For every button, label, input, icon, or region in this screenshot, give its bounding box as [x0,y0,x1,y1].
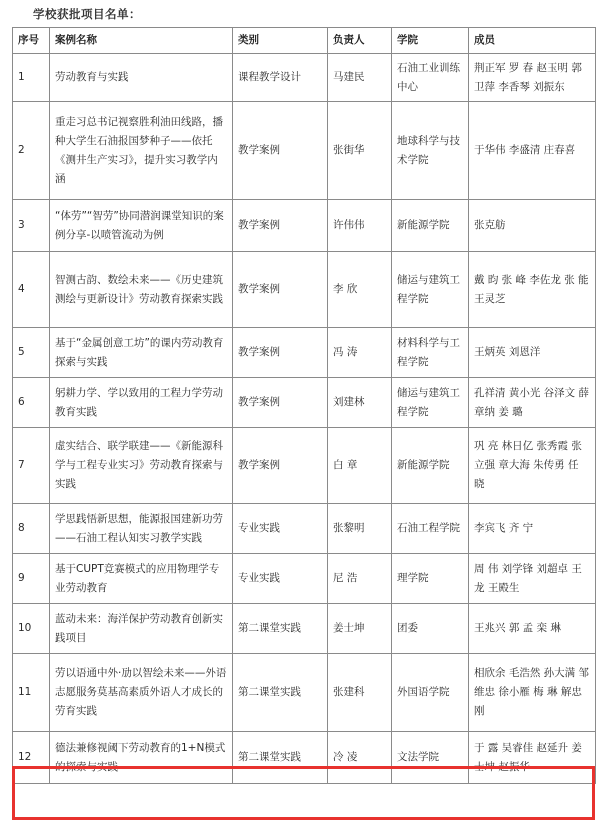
row-no: 5 [13,328,50,378]
row-no: 1 [13,54,50,102]
row-members: 王兆兴 郭 孟 栾 琳 [469,604,596,654]
table-row [13,200,596,252]
row-leader: 冷 凌 [328,732,392,784]
table-row [13,554,596,604]
table-row [13,428,596,504]
table-row [13,504,596,554]
row-category: 教学案例 [233,200,328,252]
row-college: 地球科学与技术学院 [392,102,469,200]
column-header-college: 学院 [392,28,469,54]
list-heading: 学校获批项目名单： [33,7,141,21]
row-college: 团委 [392,604,469,654]
row-leader: 白 章 [328,428,392,504]
row-leader: 张街华 [328,102,392,200]
project-table [12,27,596,784]
row-name: “体劳”“智劳”协同潜润课堂知识的案例分享-以喷管流动为例 [50,200,233,252]
row-members: 荆正军 罗 春 赵玉明 郭卫萍 李香琴 刘振东 [469,54,596,102]
row-leader: 马建民 [328,54,392,102]
row-college: 储运与建筑工程学院 [392,378,469,428]
table-row [13,102,596,200]
row-college: 石油工程学院 [392,504,469,554]
row-leader: 尼 浩 [328,554,392,604]
row-category: 课程教学设计 [233,54,328,102]
row-no: 7 [13,428,50,504]
row-category: 第二课堂实践 [233,654,328,732]
column-header-leader: 负责人 [328,28,392,54]
row-leader: 李 欣 [328,252,392,328]
row-category: 专业实践 [233,554,328,604]
row-category: 专业实践 [233,504,328,554]
row-name: 劳动教育与实践 [50,54,233,102]
row-members: 张克舫 [469,200,596,252]
row-category: 教学案例 [233,252,328,328]
row-college: 新能源学院 [392,428,469,504]
table-row [13,328,596,378]
column-header-no: 序号 [13,28,50,54]
row-no: 10 [13,604,50,654]
row-name: 基于“金属创意工坊”的课内劳动教育探索与实践 [50,328,233,378]
row-members: 李宾飞 齐 宁 [469,504,596,554]
row-members: 于华伟 李盛清 庄春喜 [469,102,596,200]
row-leader: 张建科 [328,654,392,732]
row-leader: 姜士坤 [328,604,392,654]
column-header-members: 成员 [469,28,596,54]
row-name: 基于CUPT竞赛模式的应用物理学专业劳动教育 [50,554,233,604]
row-members: 戴 昀 张 峰 李佐龙 张 能 王灵芝 [469,252,596,328]
row-college: 文法学院 [392,732,469,784]
row-no: 6 [13,378,50,428]
row-leader: 刘建林 [328,378,392,428]
row-name: 躬耕力学、学以致用的工程力学劳动教育实践 [50,378,233,428]
row-members: 于 露 吴睿佳 赵延升 姜士坤 赵振华 [469,732,596,784]
row-members: 相欣余 毛浩然 孙大满 邹维忠 徐小雁 梅 琳 解忠刚 [469,654,596,732]
table-row-highlighted [13,732,596,784]
row-college: 新能源学院 [392,200,469,252]
row-name: 虚实结合、联学联建——《新能源科学与工程专业实习》劳动教育探索与实践 [50,428,233,504]
row-leader: 许伟伟 [328,200,392,252]
table-header-row [13,28,596,54]
column-header-name: 案例名称 [50,28,233,54]
column-header-category: 类别 [233,28,328,54]
row-name: 智测古韵、数绘未来——《历史建筑测绘与更新设计》劳动教育探索实践 [50,252,233,328]
row-leader: 冯 涛 [328,328,392,378]
row-college: 储运与建筑工程学院 [392,252,469,328]
row-category: 教学案例 [233,328,328,378]
row-category: 第二课堂实践 [233,604,328,654]
row-category: 第二课堂实践 [233,732,328,784]
table-row [13,252,596,328]
row-members: 巩 亮 林日亿 张秀霞 张立强 章大海 朱传勇 任 晓 [469,428,596,504]
row-category: 教学案例 [233,378,328,428]
row-members: 王炳英 刘恩洋 [469,328,596,378]
row-name: 学思践悟新思想，能源报国建新功劳——石油工程认知实习教学实践 [50,504,233,554]
table-row [13,378,596,428]
row-members: 孔祥清 黄小光 谷泽文 薛章纳 姜 璐 [469,378,596,428]
row-members: 周 伟 刘学锋 刘超卓 王 龙 王殿生 [469,554,596,604]
row-no: 8 [13,504,50,554]
row-no: 2 [13,102,50,200]
row-college: 外国语学院 [392,654,469,732]
row-college: 石油工业训练中心 [392,54,469,102]
row-college: 材料科学与工程学院 [392,328,469,378]
row-name: 德法兼修视阈下劳动教育的1+N模式的探索与实践 [50,732,233,784]
table-row [13,54,596,102]
row-name: 重走习总书记视察胜利油田线路，播种大学生石油报国梦种子——依托《测井生产实习》，提升实习教学内涵 [50,102,233,200]
row-no: 12 [13,732,50,784]
table-row [13,654,596,732]
row-category: 教学案例 [233,102,328,200]
row-no: 11 [13,654,50,732]
row-name: 劳以语通中外·劢以智绘未来——外语志愿服务莫基高素质外语人才成长的劳育实践 [50,654,233,732]
row-category: 教学案例 [233,428,328,504]
row-college: 理学院 [392,554,469,604]
row-no: 4 [13,252,50,328]
row-no: 9 [13,554,50,604]
table-row [13,604,596,654]
row-leader: 张黎明 [328,504,392,554]
row-name: 蓝动未来：海洋保护劳动教育创新实践项目 [50,604,233,654]
row-no: 3 [13,200,50,252]
